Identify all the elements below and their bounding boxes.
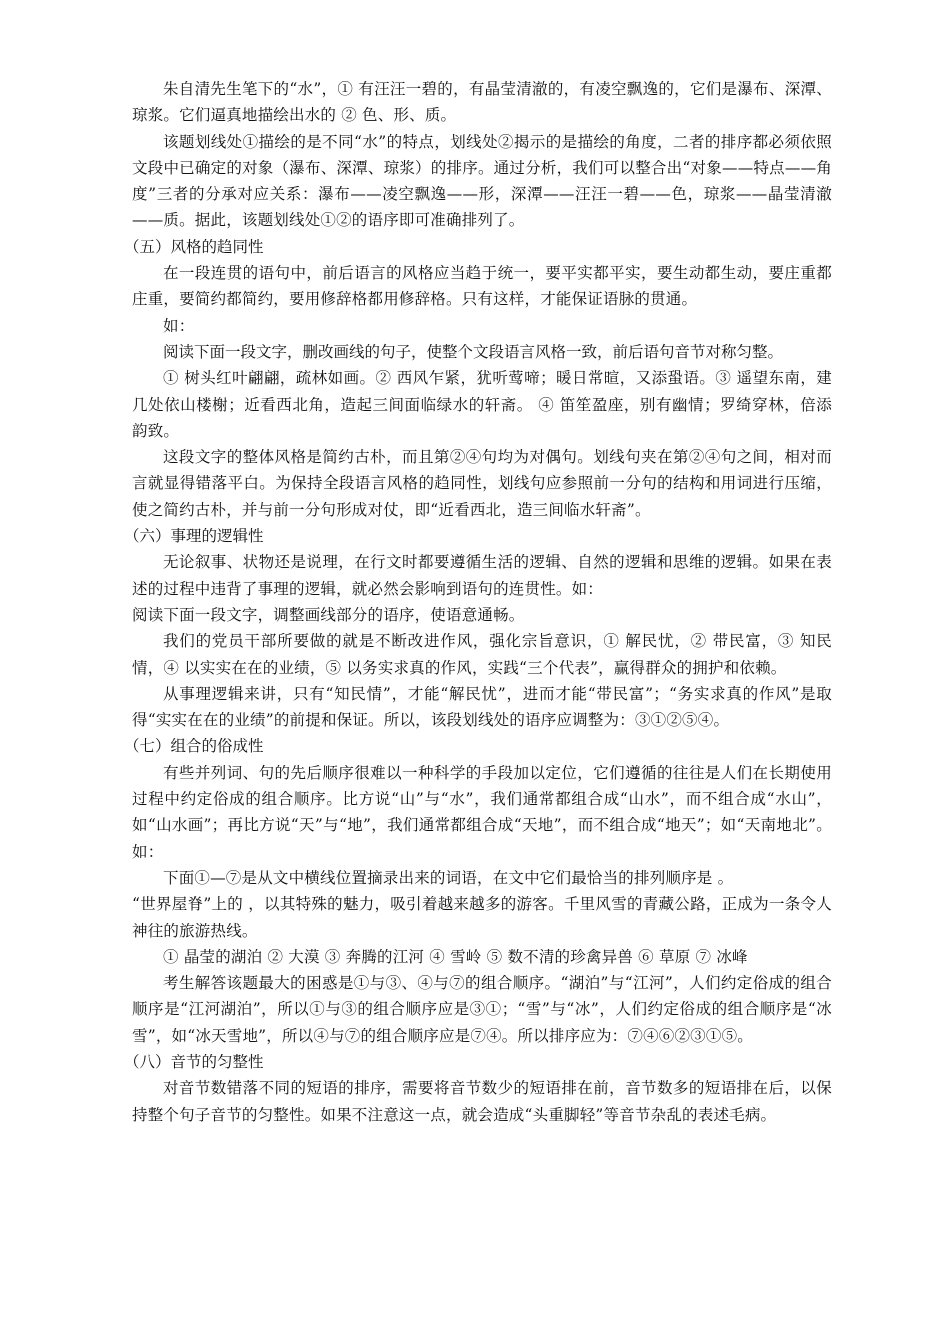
paragraph-style-analysis: 这段文字的整体风格是简约古朴，而且第②④句均为对偶句。划线句夹在第②④句之间，相对而言就显得错落平白。为保持全段语言风格的趋同性，划线句应参照前一分句的结构和用词进行压缩，使之简约古朴，并与前一分句形成对仗，即“近看西北，造三间临水轩斋”。 [132,448,832,519]
paragraph-exercise-text: ① 树头红叶翩翩，疏林如画。② 西风乍紧，犹听莺啼；暖日常暄，又添蛩语。③ 遥望东南，建几处依山楼榭；近看西北角，造起三间面临绿水的轩斋。 ④ 笛笙盈座，别有幽情；罗绮穿林，倍添韵致。 [132,369,832,440]
paragraph-logic-explanation: 无论叙事、状物还是说理，在行文时都要遵循生活的逻辑、自然的逻辑和思维的逻辑。如果在表述的过程中违背了事理的逻辑，就必然会影响到语句的连贯性。如： [132,553,832,598]
paragraph-exercise-instruction: 阅读下面一段文字，删改画线的句子，使整个文段语言风格一致，前后语句音节对称匀整。 [163,342,784,361]
paragraph-example-marker: 如： [163,316,195,335]
paragraph-style-explanation: 在一段连贯的语句中，前后语言的风格应当趋于统一，要平实都平实，要生动都生动，要庄重都庄重，要简约都简约，要用修辞格都用修辞格。只有这样，才能保证语脉的贯通。 [132,264,832,309]
section-heading-syllable-balance: （八）音节的匀整性 [124,1052,264,1071]
section-heading-logic: （六）事理的逻辑性 [124,527,264,546]
section-heading-style-consistency: （五）风格的趋同性 [124,237,264,256]
paragraph-convention-explanation: 有些并列词、句的先后顺序很难以一种科学的手段加以定位，它们遵循的往往是人们在长期使用过程中约定俗成的组合顺序。比方说“山”与“水”，我们通常都组合成“山水”，而不组合成“水山”，如“山水画”；再比方说“天”与“地”，我们通常都组合成“天地”，而不组合成“地天”；如“天南地北”。如： [132,763,832,861]
section-heading-convention: （七）组合的俗成性 [124,737,264,756]
paragraph-convention-options: ① 晶莹的湖泊 ② 大漠 ③ 奔腾的江河 ④ 雪岭 ⑤ 数不清的珍禽异兽 ⑥ 草原 ⑦ 冰峰 [163,947,748,966]
paragraph-zhu-ziqing-example: 朱自清先生笔下的“水”，① 有汪汪一碧的，有晶莹清澈的，有凌空飘逸的，它们是瀑布、深潭、琼浆。它们逼真地描绘出水的 ② 色、形、质。 [132,80,832,125]
paragraph-syllable-explanation: 对音节数错落不同的短语的排序，需要将音节数少的短语排在前，音节数多的短语排在后，以保持整个句子音节的匀整性。如果不注意这一点，就会造成“头重脚轻”等音节杂乱的表述毛病。 [132,1079,832,1124]
paragraph-analysis-order: 该题划线处①描绘的是不同“水”的特点，划线处②揭示的是描绘的角度，二者的排序都必须依照文段中已确定的对象（瀑布、深潭、琼浆）的排序。通过分析，我们可以整合出“对象——特点——角度”三者的分承对应关系：瀑布——凌空飘逸——形，深潭——汪汪一碧——色，琼浆——晶莹清澈——质。据此，该题划线处①②的语序即可准确排列了。 [132,132,832,230]
paragraph-logic-analysis: 从事理逻辑来讲，只有“知民情”，才能“解民忧”，进而才能“带民富”；“务实求真的作风”是取得“实实在在的业绩”的前提和保证。所以，该段划线处的语序应调整为：③①②⑤④。 [132,684,832,730]
paragraph-logic-instruction: 阅读下面一段文字，调整画线部分的语序，使语意通畅。 [132,605,525,624]
paragraph-convention-text: “世界屋脊”上的 ，以其特殊的魅力，吸引着越来越多的游客。千里风雪的青藏公路，正成为一条令人神往的旅游热线。 [132,895,832,940]
paragraph-logic-exercise: 我们的党员干部所要做的就是不断改进作风，强化宗旨意识，① 解民忧，② 带民富，③ 知民情，④ 以实实在在的业绩，⑤ 以务实求真的作风，实践“三个代表”，赢得群众的拥护和依赖。 [132,632,832,677]
paragraph-convention-analysis: 考生解答该题最大的困惑是①与③、④与⑦的组合顺序。“湖泊”与“江河”，人们约定俗成的组合顺序是“江河湖泊”，所以①与③的组合顺序应是③①；“雪”与“冰”，人们约定俗成的组合顺序是“冰雪”，如“冰天雪地”，所以④与⑦的组合顺序应是⑦④。所以排序应为：⑦④⑥②③①⑤。 [132,974,832,1045]
paragraph-convention-instruction: 下面①—⑦是从文中横线位置摘录出来的词语，在文中它们最恰当的排列顺序是 。 [163,868,734,887]
